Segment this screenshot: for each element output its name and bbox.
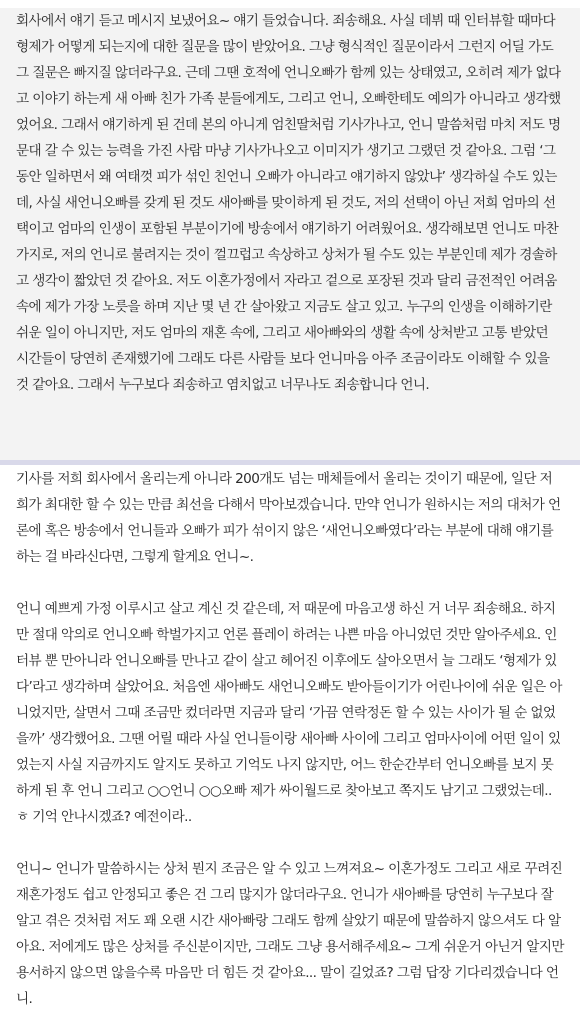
message-block-1 <box>0 8 580 460</box>
message-2-paragraph-2: 언니 예쁘게 가정 이루시고 살고 계신 것 같은데, 저 때문에 마음고생 하신 거 너무 죄송해요. 하지만 절대 악의로 언니오빠 학벌가지고 언론 플레이 하려는 나쁜 마음 아니었던 것만 알아주세요. 인터뷰 뿐 만아니라 언니오빠를 만나고 같이 살고 헤어진 이후에도 살아오면서 늘 그래도 ‘형제가 있다’라고 생각하며 살았어요. 처음엔 새아빠도 새언니오빠도 받아들이기가 어린나이에 쉬운 일은 아니었지만, 살면서 그때 조금만 컸더라면 지금과 달리 ‘가끔 연락정돈 할 수 있는 사이가 될 순 없었을까’ 생각했어요. 그땐 어릴 때라 사실 언니들이랑 새아빠 사이에 그리고 엄마사이에 어떤 일이 있었는지 사실 지금까지도 알지도 못하고 기억도 나지 않지만, 어느 한순간부터 언니오빠를 보지 못하게 된 후 언니 그리고 ○○언니 ○○오빠 제가 싸이월드로 찾아보고 쪽지도 남기고 그랬었는데..ㅎ 기억 안나시겠죠? 예전이라.. <box>16 601 562 825</box>
message-block-2 <box>0 466 580 1031</box>
message-2-paragraph-3: 언니~ 언니가 말씀하시는 상처 뭔지 조금은 알 수 있고 느껴져요~ 이혼가정도 그리고 새로 꾸려진 재혼가정도 쉽고 안정되고 좋은 건 그리 많지가 않더라구요. 언니가 새아빠를 당연히 누구보다 잘 알고 겪은 것처럼 저도 꽤 오랜 시간 새아빠랑 그래도 함께 살았기 때문에 말씀하지 않으셔도 다 알아요. 저에게도 많은 상처를 주신분이지만, 그래도 그냥 용서해주세요~ 그게 쉬운거 아닌거 알지만 용서하지 않으면 않을수록 마음만 더 힘든 것 같아요... 말이 길었죠? 그럼 답장 기다리겠습니다 언니. <box>16 861 564 1007</box>
message-1-paragraph-1: 회사에서 얘기 듣고 메시지 보냈어요~ 얘기 들었습니다. 죄송해요. 사실 데뷔 때 인터뷰할 때마다 형제가 어떻게 되는지에 대한 질문을 많이 받았어요. 그냥 형식적인 질문이라서 그런지 어딜 가도 그 질문은 빠지질 않더라구요. 근데 그땐 호적에 언니오빠가 함께 있는 상태였고, 오히려 제가 없다고 이야기 하는게 새 아빠 친가 가족 분들에게도, 그리고 언니, 오빠한테도 예의가 아니라고 생각했었어요. 그래서 얘기하게 된 건데 본의 아니게 엄친딸처럼 기사가나고, 언니 말씀처럼 마치 저도 명문대 갈 수 있는 능력을 가진 사람 마냥 기사가나오고 이미지가 생기고 그랬던 것 같아요. 그럼 ‘그동안 일하면서 왜 여태껏 피가 섞인 친언니 오빠가 아니라고 얘기하지 않았냐’ 생각하실 수도 있는데, 사실 새언니오빠를 갖게 된 것도 새아빠를 맞이하게 된 것도, 저의 선택이 아닌 저희 엄마의 선택이고 엄마의 인생이 포함된 부분이기에 방송에서 얘기하기 어려웠어요. 생각해보면 언니도 마찬가지로, 저의 언니로 불려지는 것이 껄끄럽고 속상하고 상처가 될 수도 있는 부분인데 제가 경솔하고 생각이 짧았던 것 같아요. 저도 이혼가정에서 자라고 겉으로 포장된 것과 달리 금전적인 어려움 속에 제가 가장 노릇을 하며 지난 몇 년 간 살아왔고 지금도 살고 있고. 누구의 인생을 이해하기란 쉬운 일이 아니지만, 저도 엄마의 재혼 속에, 그리고 새아빠와의 생활 속에 상처받고 고통 받았던 시간들이 당연히 존재했기에 그래도 다른 사람들 보다 언니마음 아주 조금이라도 이해할 수 있을 것 같아요. 그래서 누구보다 죄송하고 염치없고 너무나도 죄송합니다 언니. <box>16 13 561 393</box>
message-divider <box>0 460 580 465</box>
message-2-paragraph-1: 기사를 저희 회사에서 올리는게 아니라 200개도 넘는 매체들에서 올리는 것이기 때문에, 일단 저희가 최대한 할 수 있는 만큼 최선을 다해서 막아보겠습니다. 만약 언니가 원하시는 저의 대처가 언론에 혹은 방송에서 언니들과 오빠가 피가 섞이지 않은 ‘새언니오빠였다’라는 부분에 대해 얘기를 하는 걸 바라신다면, 그렇게 할게요 언니~. <box>16 471 561 565</box>
